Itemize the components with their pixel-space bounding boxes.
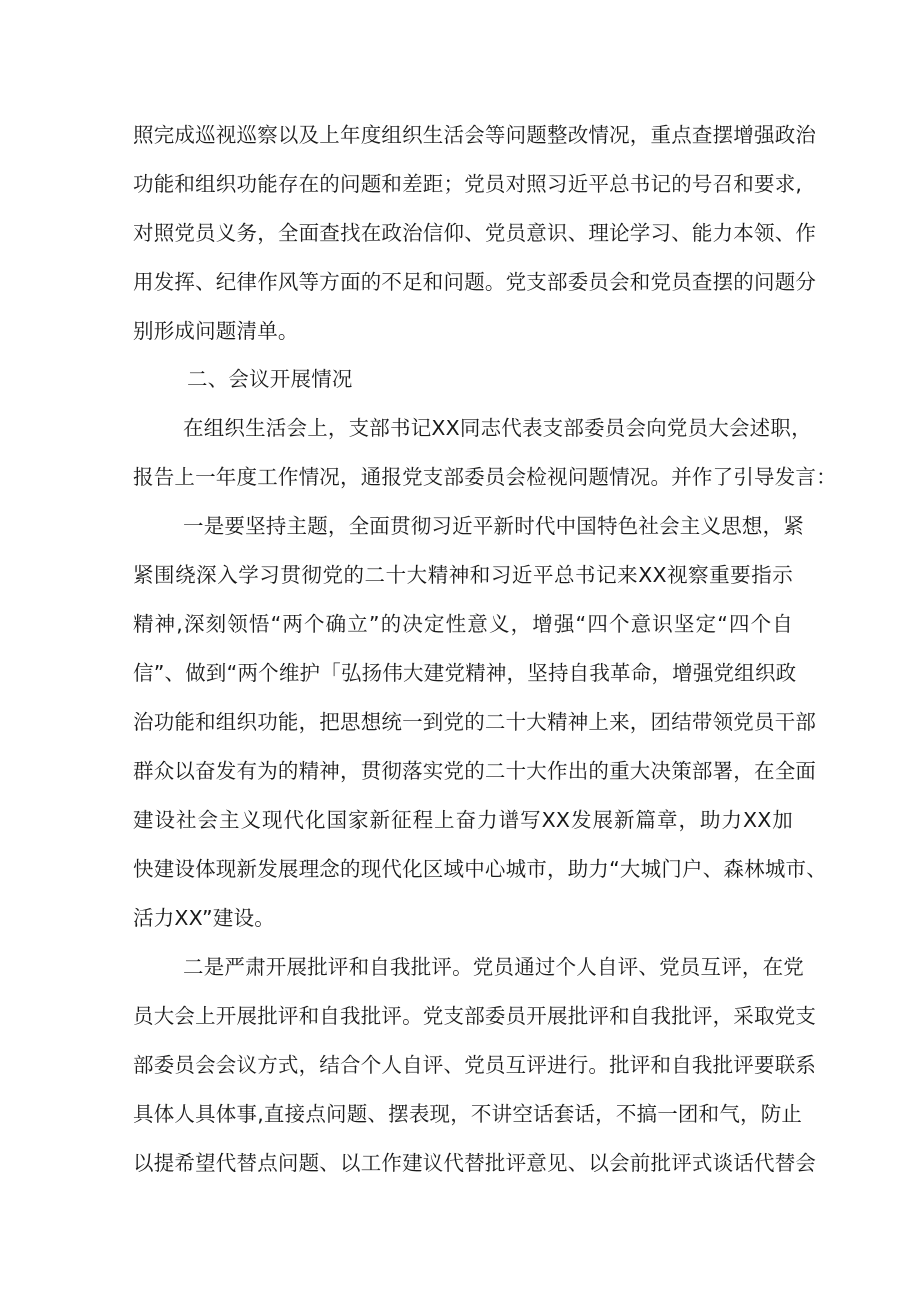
text-line: 在组织生活会上，支部书记XX同志代表支部委员会向党员大会述职， (183, 416, 812, 440)
text-line: 具体人具体事,直接点问题、摆表现，不讲空话套话，不搞一团和气，防止 (133, 1102, 803, 1126)
text-line: 治功能和组织功能，把思想统一到党的二十大精神上来，团结带领党员干部 (133, 710, 817, 734)
text-line: 二是严肃开展批评和自我批评。党员通过个人自评、党员互评，在党 (183, 955, 804, 979)
text-line: 活力XX”建设。 (133, 906, 275, 930)
text-line: 报告上一年度工作情况，通报党支部委员会检视问题情况。并作了引导发言： (133, 465, 837, 489)
text-line: 员大会上开展批评和自我批评。党支部委员开展批评和自我批评，采取党支 (133, 1004, 817, 1028)
text-line: 功能和组织功能存在的问题和差距；党员对照习近平总书记的号召和要求, (133, 172, 803, 196)
text-line: 群众以奋发有为的精神，贯彻落实党的二十大作出的重大决策部署，在全面 (133, 759, 817, 783)
text-line: 一是要坚持主题，全面贯彻习近平新时代中国特色社会主义思想，紧 (183, 514, 804, 538)
section-heading: 二、会议开展情况 (187, 367, 353, 391)
text-line: 紧围绕深入学习贯彻党的二十大精神和习近平总书记来XX视察重要指示 (133, 563, 793, 587)
text-line: 照完成巡视巡察以及上年度组织生活会等问题整改情况，重点查摆增强政治 (133, 123, 817, 147)
text-line: 以提希望代替点问题、以工作建议代替批评意见、以会前批评式谈话代替会 (133, 1151, 817, 1175)
text-line: 信”、做到“两个维护「弘扬伟大建党精神，坚持自我革命，增强党组织政 (133, 661, 797, 685)
text-line: 精神,深刻领悟“两个确立”的决定性意义，增强“四个意识坚定“四个自 (133, 612, 793, 636)
text-line: 对照党员义务，全面查找在政治信仰、党员意识、理论学习、能力本领、作 (133, 221, 817, 245)
text-line: 用发挥、纪律作风等方面的不足和问题。党支部委员会和党员查摆的问题分 (133, 270, 817, 294)
text-line: 快建设体现新发展理念的现代化区域中心城市，助力“大城门户、森林城市、 (133, 857, 827, 881)
text-line: 部委员会会议方式，结合个人自评、党员互评进行。批评和自我批评要联系 (133, 1053, 817, 1077)
text-line: 别形成问题清单。 (133, 319, 299, 343)
text-line: 建设社会主义现代化国家新征程上奋力谱写XX发展新篇章，助力XX加 (133, 808, 793, 832)
